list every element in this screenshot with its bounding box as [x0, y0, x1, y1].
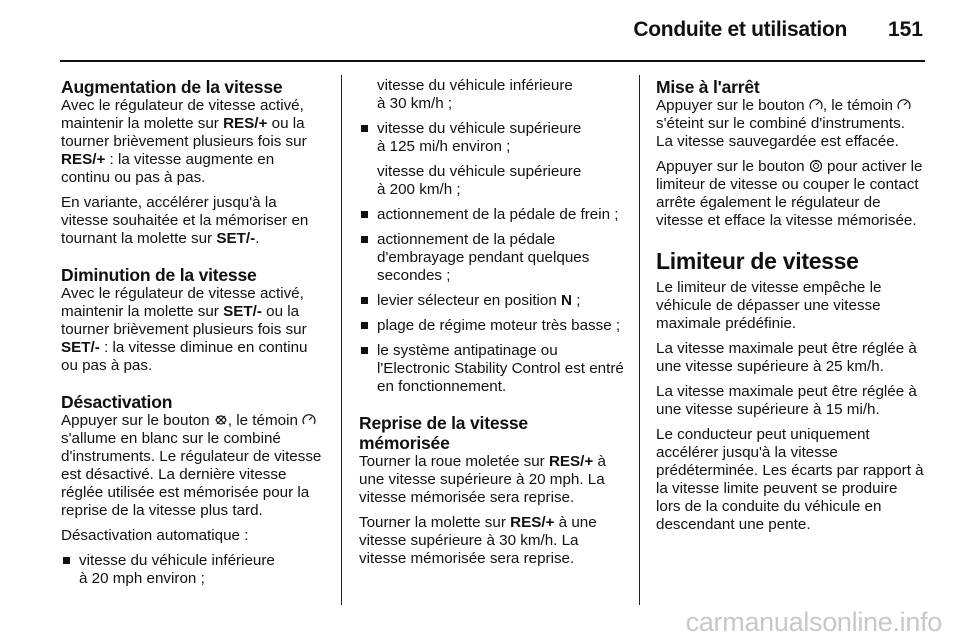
text: : la vitesse diminue en continu ou pas à pas.: [61, 339, 308, 374]
bullet: [361, 125, 368, 132]
list-item: [359, 317, 627, 335]
key-set: SET/-: [216, 230, 256, 247]
key-res: RES/+: [510, 514, 555, 531]
text: actionnement de la pédale d'embrayage pendant quelques secondes ;: [377, 231, 590, 284]
text: En variante, accélérer jusqu'à la vitesse souhaitée et la mémoriser en tournant la molette sur: [61, 194, 309, 247]
key-res: RES/+: [548, 453, 594, 470]
header-title: Conduite et utilisation: [633, 18, 847, 41]
paragraph: [359, 514, 627, 568]
watermark: carmanualsonline.info: [685, 607, 942, 637]
text: à 20 mph environ ;: [79, 570, 205, 587]
paragraph: Désactivation automatique :: [61, 527, 249, 544]
text: s'allume en blanc sur le combiné d'instruments. Le régulateur de vitesse est désactivé. La dernière vitesse réglée utilisée est mémorisée pour la reprise de la vitesse plus tard.: [61, 430, 322, 519]
text: à une vitesse supérieure à 20 mph. La vitesse mémorisée sera reprise.: [359, 453, 606, 506]
cruise-indicator-icon: [809, 98, 823, 112]
text: Avec le régulateur de vitesse activé, maintenir la molette sur: [61, 285, 304, 320]
cruise-indicator-icon: [897, 98, 911, 112]
paragraph: [61, 412, 323, 520]
bullet: [361, 236, 368, 243]
column-divider: [639, 75, 640, 605]
text: mémorisée: [359, 433, 450, 453]
paragraph: [359, 453, 627, 507]
text: ou la tourner brièvement plusieurs fois sur: [61, 303, 307, 338]
text: Appuyer sur le bouton: [61, 412, 214, 429]
text: : la vitesse augmente en continu ou pas à pas.: [61, 151, 275, 186]
cruise-indicator-icon: [302, 413, 316, 427]
list-item: [359, 292, 627, 310]
text: Tourner la molette sur: [359, 514, 511, 531]
bullet: [361, 211, 368, 218]
speed-limiter-icon: [809, 159, 823, 173]
section-title-increase-speed: Augmentation de la vitesse: [61, 77, 283, 97]
text: le système antipatinage ou l'Electronic Stability Control est entré en fonctionnement.: [377, 342, 624, 395]
list-item-continuation: [359, 77, 627, 113]
list-item: [359, 342, 627, 396]
text: plage de régime moteur très basse ;: [377, 317, 621, 334]
section-title-switch-off: Mise à l'arrêt: [656, 77, 760, 97]
column-1: [61, 77, 323, 595]
text: ou la tourner brièvement plusieurs fois sur: [61, 115, 307, 150]
bullet: [63, 557, 70, 564]
gear-n: N: [561, 292, 573, 309]
section-title-decrease-speed: Diminution de la vitesse: [61, 265, 257, 285]
text: à 200 km/h ;: [377, 181, 461, 198]
section-title-speed-limiter: Limiteur de vitesse: [656, 248, 859, 274]
column-2: [359, 77, 627, 575]
list-item: [61, 552, 323, 588]
text: , le témoin: [822, 97, 898, 114]
text: à 125 mi/h environ ;: [377, 138, 511, 155]
text: s'éteint sur le combiné d'instruments. La vitesse sauvegardée est effacée.: [656, 115, 905, 150]
key-res: RES/+: [223, 115, 268, 132]
paragraph: [61, 194, 323, 248]
section-title-deactivation: Désactivation: [61, 392, 173, 412]
paragraph: Le limiteur de vitesse empêche le véhicule de dépasser une vitesse maximale prédéfinie.: [656, 279, 882, 332]
text: Reprise de la vitesse: [359, 413, 528, 433]
paragraph: [61, 285, 323, 375]
text: Appuyer sur le bouton: [656, 97, 809, 114]
text: Avec le régulateur de vitesse activé, maintenir la molette sur: [61, 97, 304, 132]
text: vitesse du véhicule inférieure: [79, 552, 275, 569]
text: ;: [572, 292, 581, 309]
text: vitesse du véhicule inférieure: [377, 77, 573, 94]
paragraph: La vitesse maximale peut être réglée à une vitesse supérieure à 15 mi/h.: [656, 383, 917, 418]
text: vitesse du véhicule supérieure: [377, 120, 582, 137]
paragraph: Le conducteur peut uniquement accélérer jusqu'à la vitesse prédéterminée. Les écarts par rapport à la vitesse limite peuvent se produire lors de la conduite du véhicule en descendant une pente.: [656, 426, 924, 533]
bullet: [361, 297, 368, 304]
text: à 30 km/h ;: [377, 95, 453, 112]
text: vitesse du véhicule supérieure: [377, 163, 582, 180]
page-number: 151: [887, 18, 923, 41]
key-set: SET/-: [223, 303, 262, 320]
paragraph: [656, 158, 924, 230]
bullet: [361, 322, 368, 329]
text: Tourner la roue moletée sur: [359, 453, 549, 470]
column-divider: [341, 75, 342, 605]
bullet: [361, 347, 368, 354]
text: Appuyer sur le bouton: [656, 158, 809, 175]
cruise-cancel-icon: [214, 413, 228, 427]
text: actionnement de la pédale de frein ;: [377, 206, 619, 223]
page-header: [60, 0, 925, 62]
key-res: RES/+: [61, 151, 106, 168]
key-set: SET/-: [61, 339, 100, 356]
list-item: [359, 231, 627, 285]
section-title-resume-speed: [359, 413, 627, 453]
paragraph: La vitesse maximale peut être réglée à une vitesse supérieure à 25 km/h.: [656, 340, 917, 375]
column-3: [656, 77, 924, 541]
paragraph: [61, 97, 323, 187]
list-item: [359, 120, 627, 156]
paragraph: [656, 97, 924, 151]
text: pour activer le limiteur de vitesse ou couper le contact arrête également le régulateur de vitesse et efface la vitesse mémorisée.: [656, 158, 923, 229]
text: à une vitesse supérieure à 30 km/h. La vitesse mémorisée sera reprise.: [359, 514, 597, 567]
text: .: [255, 230, 260, 247]
text: levier sélecteur en position: [377, 292, 562, 309]
text: , le témoin: [227, 412, 303, 429]
list-item: [359, 206, 627, 224]
list-item-continuation: [359, 163, 627, 199]
